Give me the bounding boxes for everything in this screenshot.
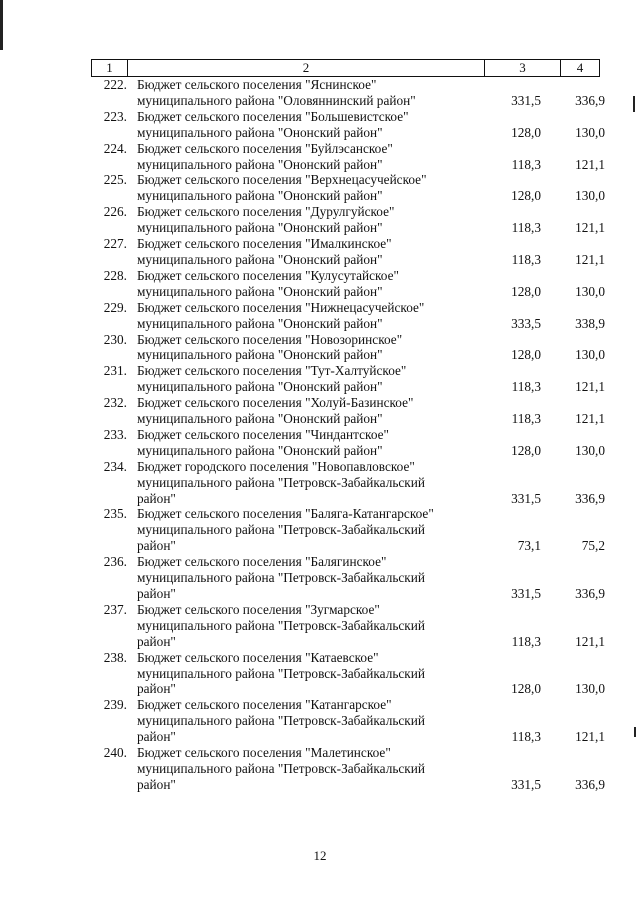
budget-name [137,745,457,793]
budget-name [137,332,457,364]
table-row [91,363,611,395]
table-row [91,459,611,507]
page-number: 12 [313,848,327,863]
table-row [91,204,611,236]
value-col-3: 128,0 [511,347,541,363]
budget-name [137,395,457,427]
table-row [91,236,611,268]
budget-name-line: муниципального района "Петровск-Забайкальский [137,713,425,729]
value-col-4: 130,0 [575,442,605,458]
budget-name-line: муниципального района "Петровск-Забайкальский [137,570,425,586]
budget-name-line: муниципального района "Петровск-Забайкальский [137,522,425,538]
budget-name-line: Бюджет сельского поселения "Большевистское" [137,108,409,124]
table-row [91,77,611,109]
row-number: 222. [103,77,127,92]
budget-name [137,109,457,141]
value-col-3: 118,3 [511,251,541,267]
budget-name [137,204,457,236]
value-col-3: 331,5 [511,776,541,792]
table-row [91,427,611,459]
row-number: 226. [103,204,127,220]
value-col-4: 130,0 [575,347,605,363]
table-header [91,59,600,77]
row-number: 235. [103,506,127,522]
value-col-4: 121,1 [575,729,605,745]
value-col-4: 336,9 [575,586,605,601]
value-col-4: 75,2 [581,538,605,554]
budget-name-line: муниципального района "Оловяннинский район" [137,92,416,108]
budget-name-line: Бюджет сельского поселения "Верхнецасучейское" [137,172,427,188]
header-col-2: 2 [128,60,485,76]
budget-name-line: район" [137,586,176,601]
table-row [91,268,611,300]
budget-name-line: Бюджет сельского поселения "Холуй-Базинское" [137,395,414,411]
value-col-3: 118,3 [511,411,541,427]
budget-name-line: муниципального района "Ононский район" [137,220,383,236]
budget-name-line: район" [137,776,176,792]
budget-name [137,459,457,507]
header-col-4: 4 [576,60,584,75]
budget-name-line: Бюджет сельского поселения "Чиндантское" [137,426,389,442]
value-col-3: 331,5 [511,92,541,108]
budget-name [137,141,457,173]
budget-name-line: Бюджет сельского поселения "Дурулгуйское" [137,204,395,220]
budget-name-line: муниципального района "Ононский район" [137,156,383,172]
budget-name-line: муниципального района "Ононский район" [137,442,383,458]
value-col-4: 130,0 [575,681,605,697]
budget-name-line: муниципального района "Ононский район" [137,251,383,267]
value-col-4: 336,9 [575,776,605,792]
value-col-4: 121,1 [575,220,605,236]
budget-name-line: Бюджет сельского поселения "Малетинское" [137,745,391,761]
table-row [91,141,611,173]
row-number: 223. [103,108,127,124]
value-col-3: 128,0 [511,124,541,140]
value-col-4: 336,9 [575,490,605,506]
table-row [91,332,611,364]
budget-name [137,554,457,602]
budget-name [137,236,457,268]
value-col-4: 121,1 [575,251,605,267]
budget-name-line: муниципального района "Ононский район" [137,283,383,299]
value-col-4: 130,0 [575,283,605,299]
budget-name-line: Бюджет сельского поселения "Зугмарское" [137,601,380,617]
budget-name [137,506,457,554]
budget-name-line: район" [137,681,176,697]
value-col-3: 118,3 [511,379,541,395]
budget-name-line: муниципального района "Ононский район" [137,188,383,204]
value-col-3: 73,1 [517,538,541,554]
budget-name-line: Бюджет сельского поселения "Тут-Халтуйское" [137,363,407,379]
budget-name-line: муниципального района "Петровск-Забайкальский [137,760,425,776]
value-col-3: 128,0 [511,188,541,204]
budget-name-line: Бюджет сельского поселения "Катангарское" [137,697,392,713]
budget-name-line: район" [137,538,176,554]
table-row [91,650,611,698]
budget-name-line: Бюджет сельского поселения "Яснинское" [137,77,377,92]
table-row [91,554,611,602]
scan-edge-mark-right-lower [634,727,636,737]
row-number: 224. [103,140,127,156]
budget-name-line: муниципального района "Ононский район" [137,315,383,331]
budget-name [137,427,457,459]
value-col-4: 130,0 [575,188,605,204]
budget-name-line: муниципального района "Ононский район" [137,379,383,395]
value-col-3: 331,5 [511,490,541,506]
row-number: 234. [103,458,127,474]
budget-table-body [91,77,611,793]
value-col-3: 333,5 [511,315,541,331]
budget-name-line: район" [137,633,176,649]
value-col-3: 118,3 [511,156,541,172]
value-col-3: 331,5 [511,586,541,601]
budget-name-line: Бюджет сельского поселения "Катаевское" [137,649,379,665]
table-row [91,109,611,141]
budget-name-line: муниципального района "Ононский район" [137,347,383,363]
budget-name-line: муниципального района "Петровск-Забайкальский [137,665,425,681]
budget-name [137,172,457,204]
budget-name [137,602,457,650]
value-col-3: 128,0 [511,681,541,697]
row-number: 225. [103,172,127,188]
table-row [91,172,611,204]
value-col-4: 121,1 [575,379,605,395]
value-col-4: 121,1 [575,156,605,172]
header-col-1: 1 [92,60,128,76]
value-col-4: 338,9 [575,315,605,331]
row-number: 236. [103,554,127,570]
budget-name-line: муниципального района "Ононский район" [137,124,383,140]
budget-name-line: Бюджет городского поселения "Новопавловское" [137,458,415,474]
row-number: 239. [103,697,127,713]
row-number: 230. [103,331,127,347]
table-row [91,395,611,427]
table-row [91,745,611,793]
budget-name [137,300,457,332]
value-col-3: 128,0 [511,283,541,299]
budget-name-line: муниципального района "Петровск-Забайкальский [137,617,425,633]
row-number: 228. [103,267,127,283]
value-col-3: 128,0 [511,442,541,458]
budget-name-line: Бюджет сельского поселения "Баляга-Катангарское" [137,506,434,522]
row-number: 231. [103,363,127,379]
budget-name [137,268,457,300]
table-row [91,697,611,745]
row-number: 227. [103,236,127,252]
row-number: 233. [103,426,127,442]
scan-edge-mark-right [633,96,635,112]
value-col-4: 336,9 [575,92,605,108]
budget-name [137,363,457,395]
budget-name-line: район" [137,729,176,745]
value-col-3: 118,3 [511,633,541,649]
scan-edge-mark-left [0,0,3,50]
value-col-4: 121,1 [575,411,605,427]
value-col-3: 118,3 [511,729,541,745]
table-row [91,506,611,554]
budget-name-line: Бюджет сельского поселения "Новозоринское" [137,331,403,347]
budget-name-line: Бюджет сельского поселения "Кулусутайское" [137,267,399,283]
budget-name [137,650,457,698]
table-row [91,602,611,650]
budget-name-line: Бюджет сельского поселения "Ималкинское" [137,236,392,252]
budget-name-line: Бюджет сельского поселения "Буйлэсанское" [137,140,393,156]
row-number: 229. [103,299,127,315]
table-row [91,300,611,332]
row-number: 238. [103,649,127,665]
value-col-3: 118,3 [511,220,541,236]
row-number: 237. [103,601,127,617]
budget-name-line: муниципального района "Петровск-Забайкальский [137,474,425,490]
budget-name-line: муниципального района "Ононский район" [137,411,383,427]
budget-name-line: Бюджет сельского поселения "Нижнецасучейское" [137,299,425,315]
value-col-4: 121,1 [575,633,605,649]
header-col-3: 3 [485,60,561,76]
budget-name-line: район" [137,490,176,506]
budget-name [137,77,457,109]
budget-name-line: Бюджет сельского поселения "Балягинское" [137,554,387,570]
value-col-4: 130,0 [575,124,605,140]
row-number: 232. [103,395,127,411]
row-number: 240. [103,745,127,761]
budget-name [137,697,457,745]
